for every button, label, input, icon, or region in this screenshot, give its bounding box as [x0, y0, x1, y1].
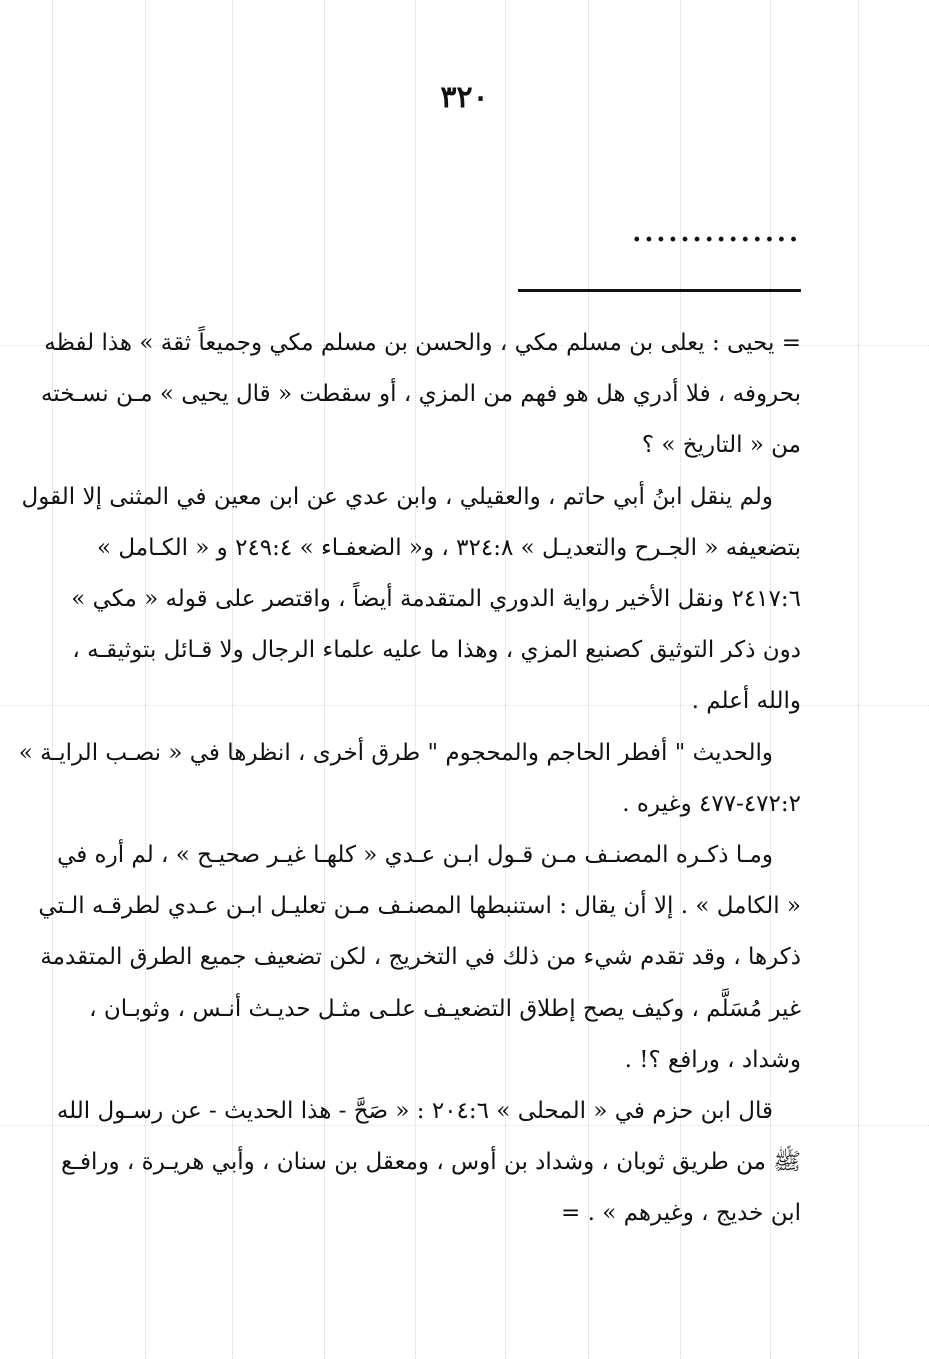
text-line: بتضعيفه « الجـرح والتعديـل » ٣٢٤:٨ ، و« الضعفـاء » ٢٤٩:٤ و « الكـامل » [97, 534, 801, 561]
footnote-separator-rule [518, 289, 801, 292]
text-line: ابن خديج ، وغيرهم » . = [561, 1200, 801, 1227]
ellipsis-dots: .............. [632, 218, 801, 248]
text-line: ٢٤١٧:٦ ونقل الأخير رواية الدوري المتقدمة أيضاً ، واقتصر على قوله « مكي » [71, 586, 801, 613]
text-line: بحروفه ، فلا أدري هل هو فهم من المزي ، أو سقطت « قال يحيى » مـن نسـخته [40, 381, 801, 408]
text-line: قال ابن حزم في « المحلى » ٢٠٤:٦ : « صَحَّ - هذا الحديث - عن رسـول الله [56, 1098, 773, 1125]
text-line: ذكرها ، وقد تقدم شيء من ذلك في التخريج ، لكن تضعيف جميع الطرق المتقدمة [40, 944, 801, 971]
text-line: ٤٧٢:٢-٤٧٧ وغيره . [622, 790, 801, 817]
text-line: دون ذكر التوثيق كصنيع المزي ، وهذا ما عليه علماء الرجال ولا قـائل بتوثيقـه ، [72, 637, 801, 664]
guide-line [858, 0, 859, 1359]
guide-line [52, 0, 53, 1359]
text-line: ولم ينقل ابنُ أبي حاتم ، والعقيلي ، وابن عدي عن ابن معين في المثنى إلا القول [21, 483, 773, 510]
text-line: = يحيى : يعلى بن مسلم مكي ، والحسن بن مسلم مكي وجميعاً ثقة » هذا لفظه [44, 330, 801, 356]
footnote-text-block [18, 318, 801, 1240]
text-line: من « التاريخ » ؟ [641, 432, 801, 459]
text-line: وشداد ، ورافع ؟! . [624, 1046, 801, 1073]
text-line: غير مُسَلَّم ، وكيف يصح إطلاق التضعيـف علـى مثـل حديـث أنـس ، وثوبـان ، [89, 995, 801, 1022]
page-number: ٣٢٠ [440, 80, 489, 115]
text-line: « الكامل » . إلا أن يقال : استنبطها المصنـف مـن تعليـل ابـن عـدي لطرقـه الـتي [38, 893, 801, 920]
text-line: ﷺ من طريق ثوبان ، وشداد بن أوس ، ومعقل بن سنان ، وأبي هريـرة ، ورافـع [61, 1149, 801, 1176]
text-line: والحديث " أفطر الحاجم والمحجوم " طرق أخرى ، انظرها في « نصـب الرايـة » [18, 739, 773, 766]
text-line: ومـا ذكـره المصنـف مـن قـول ابـن عـدي « كلهـا غيـر صحيـح » ، لم أره في [57, 842, 773, 869]
text-line: والله أعلم . [691, 688, 801, 715]
